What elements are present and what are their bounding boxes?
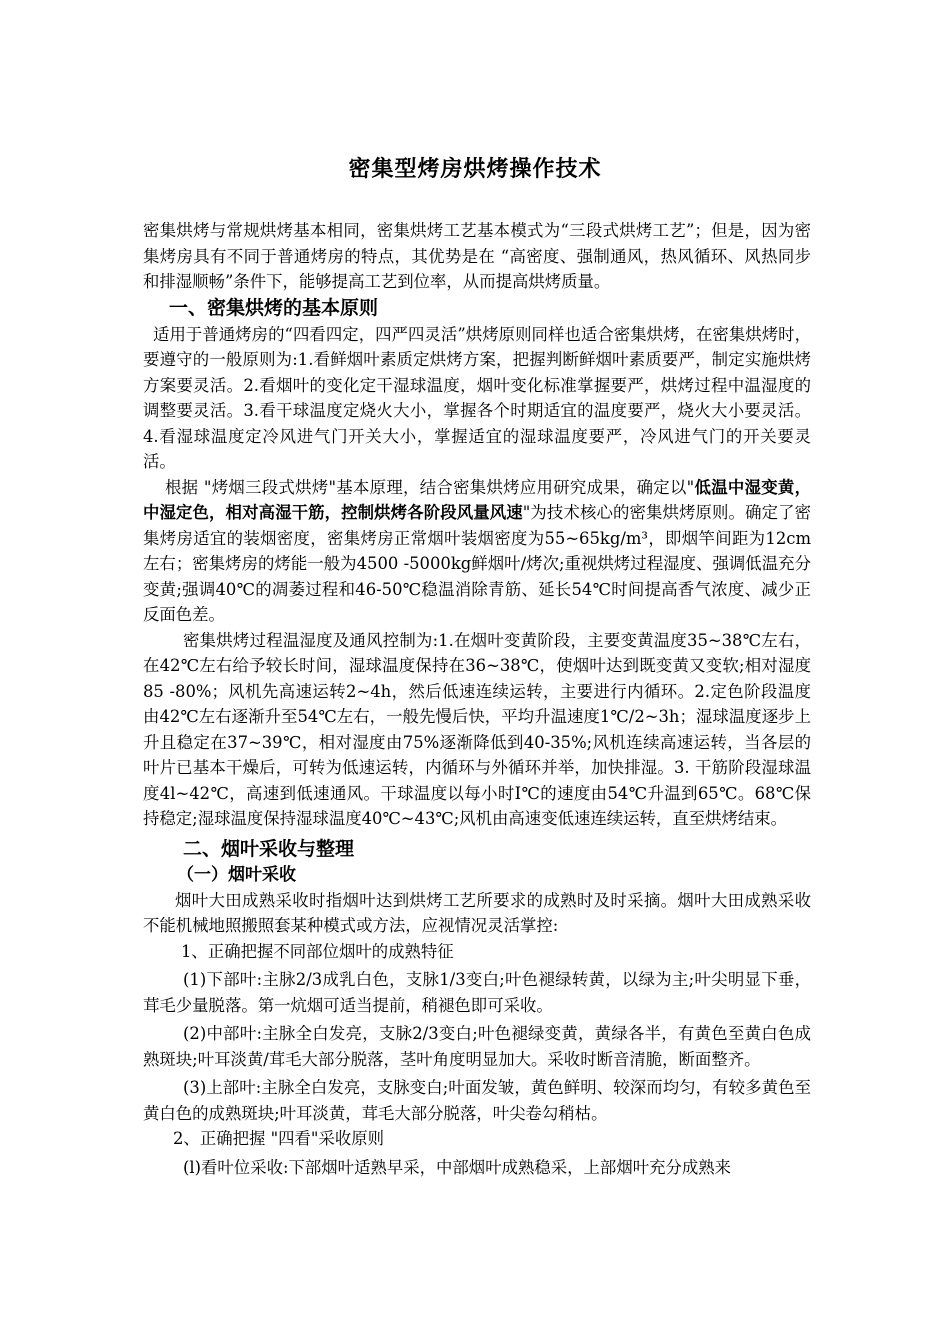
harvest-paragraph: 烟叶大田成熟采收时指烟叶达到烘烤工艺所要求的成熟时及时采摘。烟叶大田成熟采收不能机械地照搬照套某种模式或方法，应视情况灵活掌控: bbox=[143, 890, 811, 935]
middle-leaf-paragraph: (2)中部叶:主脉全白发亮，支脉2/3变白;叶色褪绿变黄，黄绿各半，有黄色至黄白色成熟斑块;叶耳淡黄/茸毛大部分脱落，茎叶角度明显加大。采收时断音清脆，断面整齐。 bbox=[143, 1024, 811, 1069]
core-technology-text-after: "为技术核心的密集烘烤原则。确定了密集烤房适宜的装烟密度，密集烤房正常烟叶装烟密度为55~65kg/m³，即烟竿间距为12cm左右；密集烤房的烤能一般为4500 -5000kg鲜烟叶/烤次;重视烘烤过程湿度、强调低温充分变黄;强调40℃的凋萎过程和46-50℃稳温消除青筋、延长54℃时间提高香气浓度、减少正反面色差。 bbox=[143, 503, 811, 624]
control-paragraph: 密集烘烤过程温湿度及通风控制为:1.在烟叶变黄阶段，主要变黄温度35~38℃左右，在42℃左右给予较长时间，湿球温度保持在36~38℃，使烟叶达到既变黄又变软;相对湿度85 -80%；风机先高速运转2~4h，然后低速连续运转，主要进行内循环。2.定色阶段温度由42℃左右逐渐升至54℃左右，一般先慢后快，平均升温速度1℃/2~3h；湿球温度逐步上升且稳定在37~39℃，相对湿度由75%逐渐降低到40-35%;风机连续高速运转，当各层的叶片已基本干燥后，可转为低速运转，内循环与外循环并举，加快排湿。3. 干筋阶段湿球温度4l~42℃，高速到低速通风。干球温度以每小时I℃的速度由54℃升温到65℃。68℃保持稳定;湿球温度保持湿球温度40℃~43℃;风机由高速变低速连续运转，直至烘烤结束。 bbox=[143, 630, 811, 828]
principles-paragraph: 适用于普通烤房的“四看四定，四严四灵活”烘烤原则同样也适合密集烘烤，在密集烘烤时，要遵守的一般原则为:1.看鲜烟叶素质定烘烤方案，把握判断鲜烟叶素质要严，制定实施烘烤方案要灵活。2.看烟叶的变化定干湿球温度，烟叶变化标准掌握要严，烘烤过程中温湿度的调整要灵活。3.看干球温度定烧火大小，掌握各个时期适宜的温度要严，烧火大小要灵活。4.看湿球温度定冷风进气门开关大小，掌握适宜的湿球温度要严，冷风进气门的开关要灵活。 bbox=[143, 324, 811, 471]
core-technology-bold-text: 低温中湿变黄，中湿定色，相对高湿干筋，控制烘烤各阶段风量风速 bbox=[143, 477, 812, 522]
document-body bbox=[143, 218, 811, 1180]
section-heading-harvest: 二、烟叶采收与整理 bbox=[183, 837, 355, 860]
leaf-position-paragraph: (l)看叶位采收:下部烟叶适熟早采，中部烟叶成熟稳采，上部烟叶充分成熟来 bbox=[183, 1157, 732, 1177]
section-heading-basic-principles: 一、密集烘烤的基本原则 bbox=[169, 296, 379, 319]
subsection-heading-harvest: （一）烟叶采收 bbox=[177, 864, 296, 885]
document-title: 密集型烤房烘烤操作技术 bbox=[348, 157, 602, 182]
intro-paragraph: 密集烘烤与常规烘烤基本相同，密集烘烤工艺基本模式为“三段式烘烤工艺”；但是，因为密集烤房具有不同于普通烤房的特点，其优势是在 “高密度、强制通风，热风循环、风热同步和排湿顺畅”条件下，能够提高工艺到位率，从而提高烘烤质量。 bbox=[143, 221, 811, 291]
core-technology-text-before: 根据 "烤烟三段式烘烤"基本原理，结合密集烘烤应用研究成果，确定以" bbox=[165, 477, 695, 497]
core-technology-paragraph bbox=[143, 475, 811, 628]
lower-leaf-paragraph: (1)下部叶:主脉2/3成乳白色，支脉1/3变白;叶色褪绿转黄，以绿为主;叶尖明显下垂，茸毛少量脱落。第一炕烟可适当提前，稍褪色即可采收。 bbox=[143, 970, 811, 1015]
upper-leaf-paragraph: (3)上部叶:主脉全白发亮，支脉变白;叶面发皱，黄色鲜明、较深而均匀，有较多黄色至黄白色的成熟斑块;叶耳淡黄，茸毛大部分脱落，叶尖卷勾稍枯。 bbox=[143, 1078, 811, 1123]
four-look-item-heading: 2、正确把握 "四看"采收原则 bbox=[173, 1129, 385, 1148]
maturity-item-heading: 1、正确把握不同部位烟叶的成熟特征 bbox=[181, 941, 454, 961]
